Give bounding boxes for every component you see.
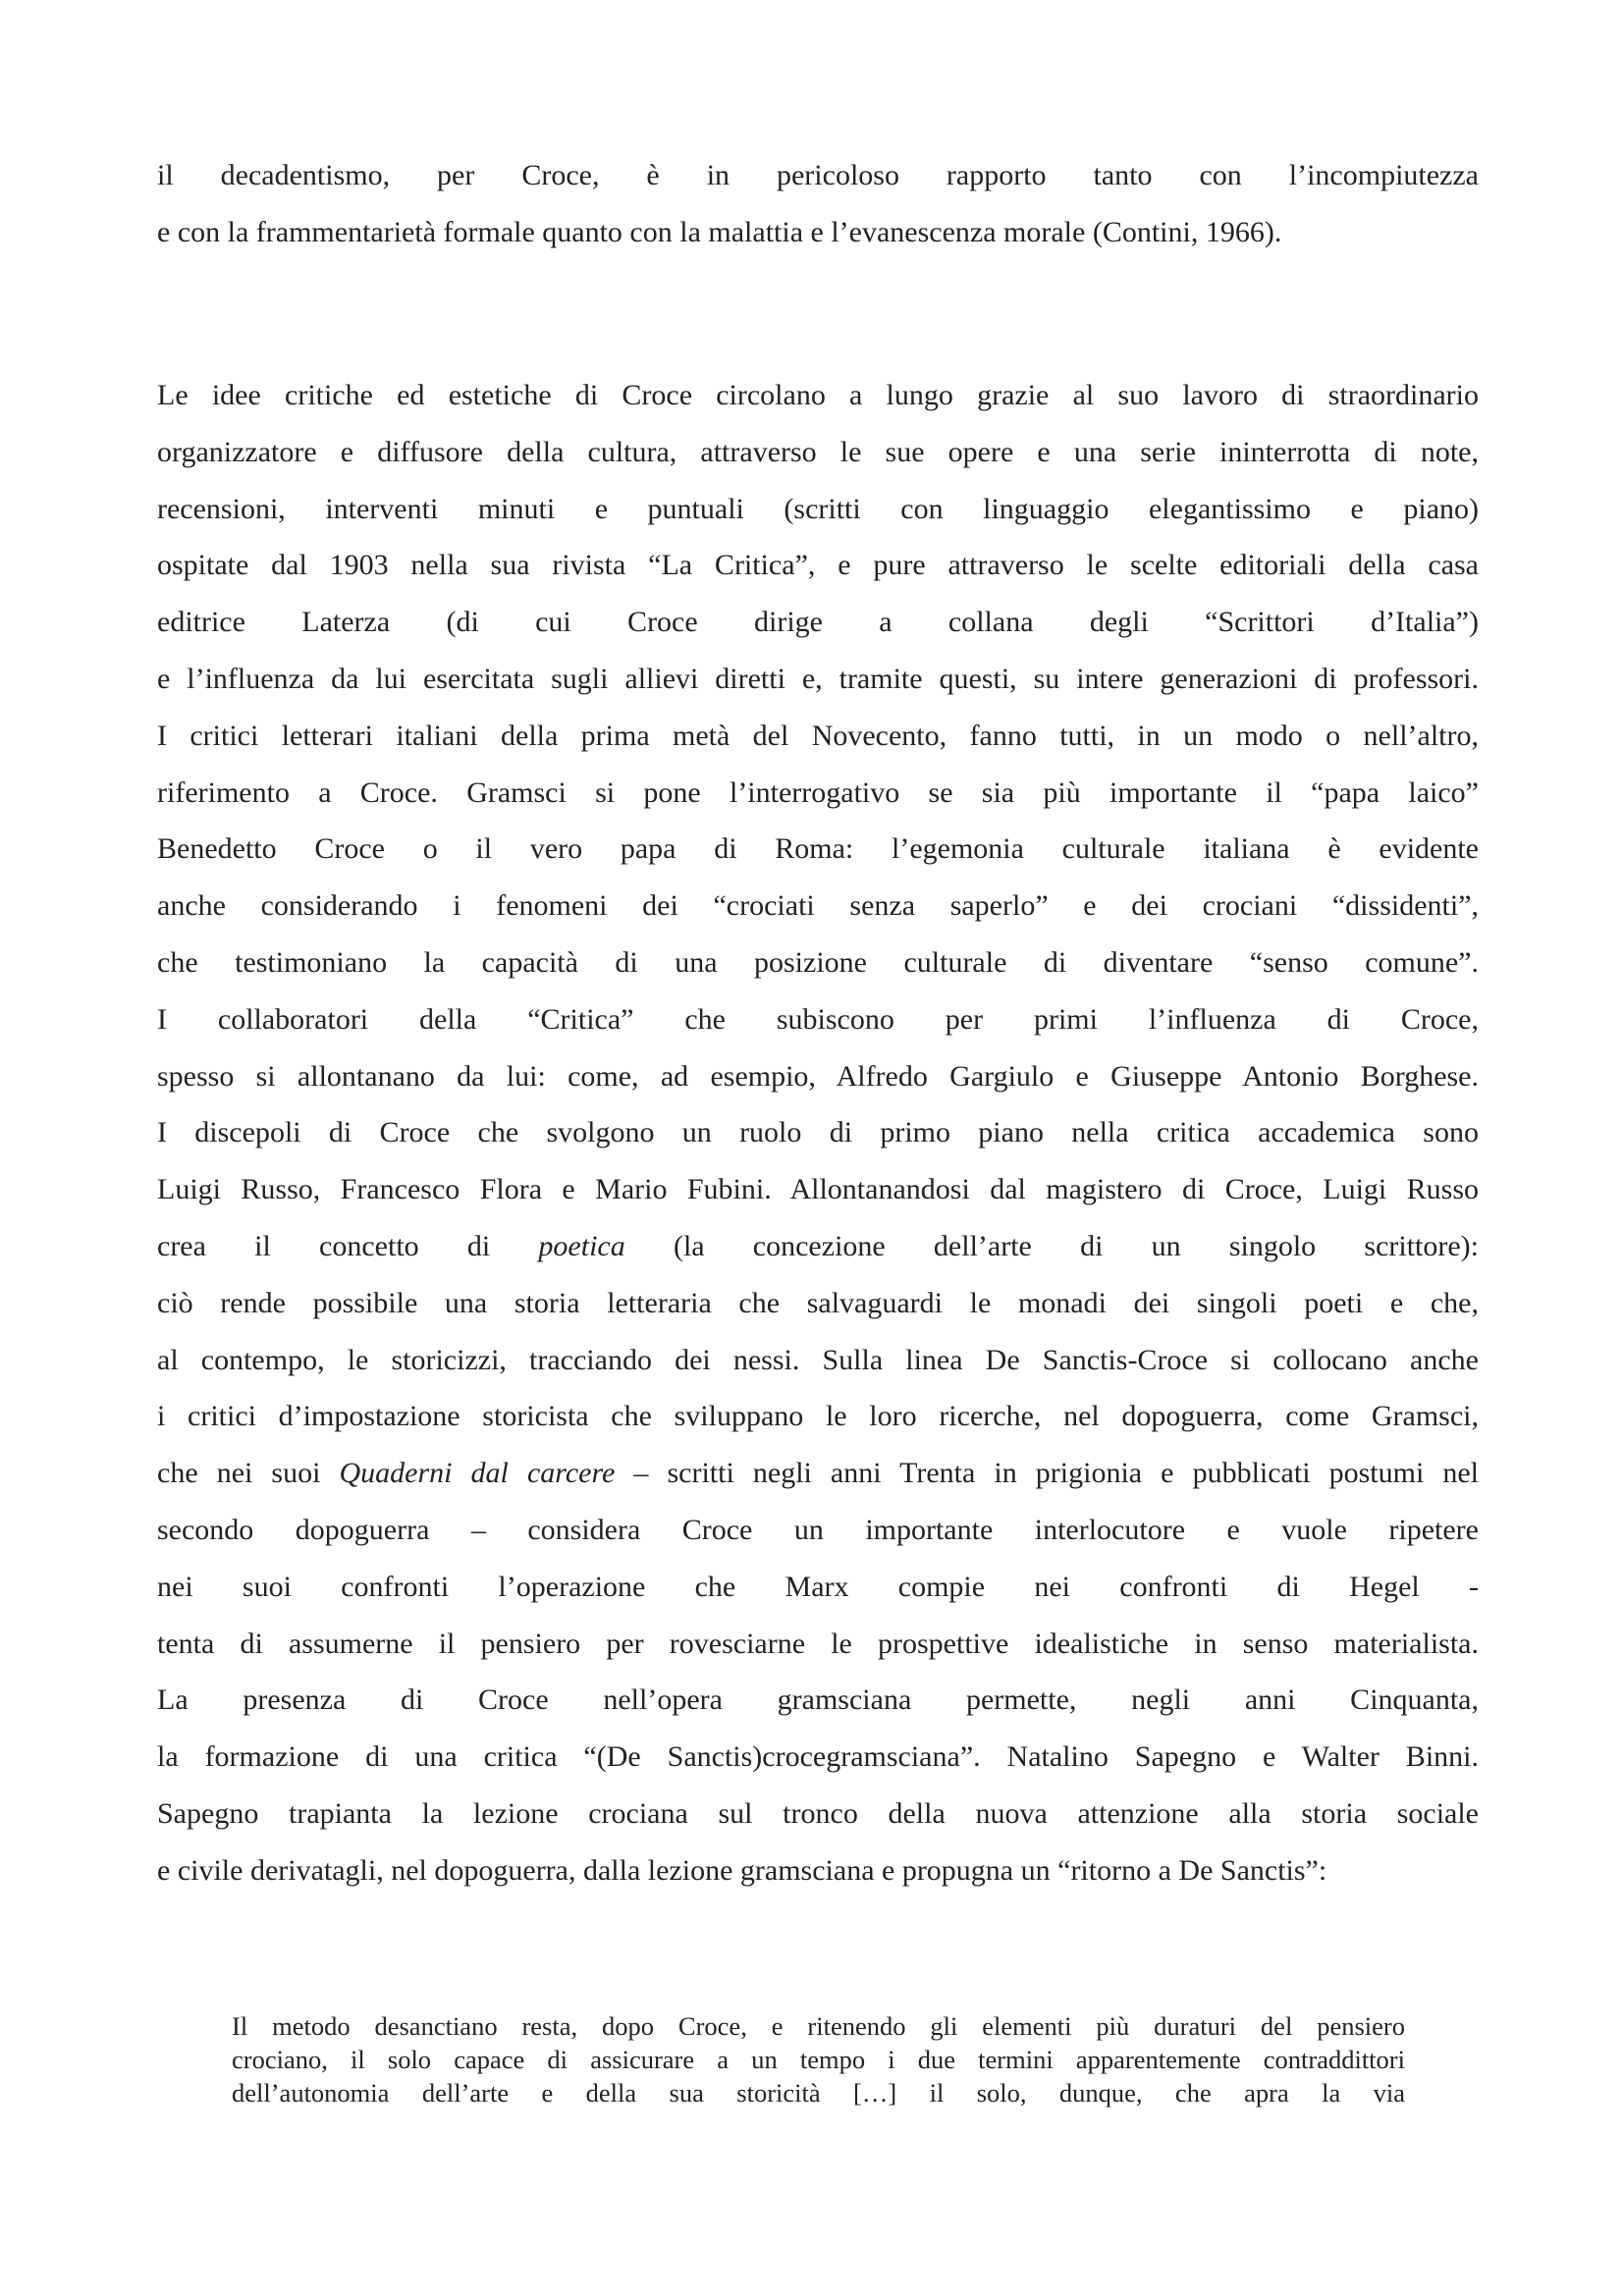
text-line: nei suoi confronti l’operazione che Marx compie nei confronti di Hegel - xyxy=(157,1570,1479,1603)
text-line: ospitate dal 1903 nella sua rivista “La Critica”, e pure attraverso le scelte editoriali della casa xyxy=(157,549,1479,582)
text-line: Luigi Russo, Francesco Flora e Mario Fubini. Allontanandosi dal magistero di Croce, Luigi Russo xyxy=(157,1173,1479,1206)
text-line: tenta di assumerne il pensiero per rovesciarne le prospettive idealistiche in senso materialista. xyxy=(157,1627,1479,1660)
text-line: editrice Laterza (di cui Croce dirige a collana degli “Scrittori d’Italia”) xyxy=(157,606,1479,639)
text-line: La presenza di Croce nell’opera gramsciana permette, negli anni Cinquanta, xyxy=(157,1683,1479,1717)
text-line: e con la frammentarietà formale quanto con la malattia e l’evanescenza morale (Contini, 1966). xyxy=(157,215,1282,248)
text-line: che testimoniano la capacità di una posizione culturale di diventare “senso comune”. xyxy=(157,945,1479,979)
text-line: crociano, il solo capace di assicurare a un tempo i due termini apparentemente contraddittori xyxy=(232,2045,1405,2074)
text-line: che nei suoi Quaderni dal carcere – scritti negli anni Trenta in prigionia e pubblicati postumi nel xyxy=(157,1457,1480,1490)
block-quote-sapegno xyxy=(232,2009,1405,2109)
text-line: anche considerando i fenomeni dei “crociati senza saperlo” e dei crociani “dissidenti”, xyxy=(157,889,1479,923)
text-line: ciò rende possibile una storia letteraria che salvaguardi le monadi dei singoli poeti e che, xyxy=(157,1286,1479,1319)
text-line: crea il concetto di poetica (la concezione dell’arte di un singolo scrittore): xyxy=(157,1229,1480,1262)
text-line: e l’influenza da lui esercitata sugli allievi diretti e, tramite questi, su intere generazioni di professori. xyxy=(157,662,1479,695)
text-line: Benedetto Croce o il vero papa di Roma: l’egemonia culturale italiana è evidente xyxy=(157,832,1479,866)
text-line: il decadentismo, per Croce, è in pericoloso rapporto tanto con l’incompiutezza xyxy=(157,159,1479,191)
paragraph-decadentismo xyxy=(157,147,1479,261)
text-line: riferimento a Croce. Gramsci si pone l’interrogativo se sia più importante il “papa laico” xyxy=(157,775,1479,809)
text-line: I collaboratori della “Critica” che subiscono per primi l’influenza di Croce, xyxy=(157,1002,1479,1036)
text-line: I discepoli di Croce che svolgono un ruolo di primo piano nella critica accademica sono xyxy=(157,1116,1479,1149)
text-line: secondo dopoguerra – considera Croce un importante interlocutore e vuole ripetere xyxy=(157,1513,1479,1546)
text-line: spesso si allontanano da lui: come, ad esempio, Alfredo Gargiulo e Giuseppe Antonio Borghese. xyxy=(157,1059,1479,1093)
paragraph-croce-ideas xyxy=(157,367,1479,1899)
text-line: Sapegno trapianta la lezione crociana sul tronco della nuova attenzione alla storia sociale xyxy=(157,1796,1479,1830)
text-line: i critici d’impostazione storicista che sviluppano le loro ricerche, nel dopoguerra, come Gramsci, xyxy=(157,1400,1479,1433)
text-line: Il metodo desanctiano resta, dopo Croce, e ritenendo gli elementi più duraturi del pensiero xyxy=(232,2011,1405,2041)
text-line: recensioni, interventi minuti e puntuali (scritti con linguaggio elegantissimo e piano) xyxy=(157,492,1479,525)
text-line: la formazione di una critica “(De Sanctis)crocegramsciana”. Natalino Sapegno e Walter Binni. xyxy=(157,1740,1479,1774)
text-line: I critici letterari italiani della prima metà del Novecento, fanno tutti, in un modo o nell’altro, xyxy=(157,719,1479,752)
text-line: Le idee critiche ed estetiche di Croce circolano a lungo grazie al suo lavoro di straordinario xyxy=(157,379,1479,411)
italic-title: Quaderni dal carcere xyxy=(339,1457,616,1490)
italic-title: poetica xyxy=(538,1229,625,1262)
text-line: e civile derivatagli, nel dopoguerra, dalla lezione gramsciana e propugna un “ritorno a De Sanctis”: xyxy=(157,1853,1327,1887)
text-line: organizzatore e diffusore della cultura, attraverso le sue opere e una serie ininterrotta di note, xyxy=(157,435,1479,468)
text-line: al contempo, le storicizzi, tracciando dei nessi. Sulla linea De Sanctis-Croce si collocano anche xyxy=(157,1343,1479,1376)
text-line: dell’autonomia dell’arte e della sua storicità […] il solo, dunque, che apra la via xyxy=(232,2078,1405,2108)
